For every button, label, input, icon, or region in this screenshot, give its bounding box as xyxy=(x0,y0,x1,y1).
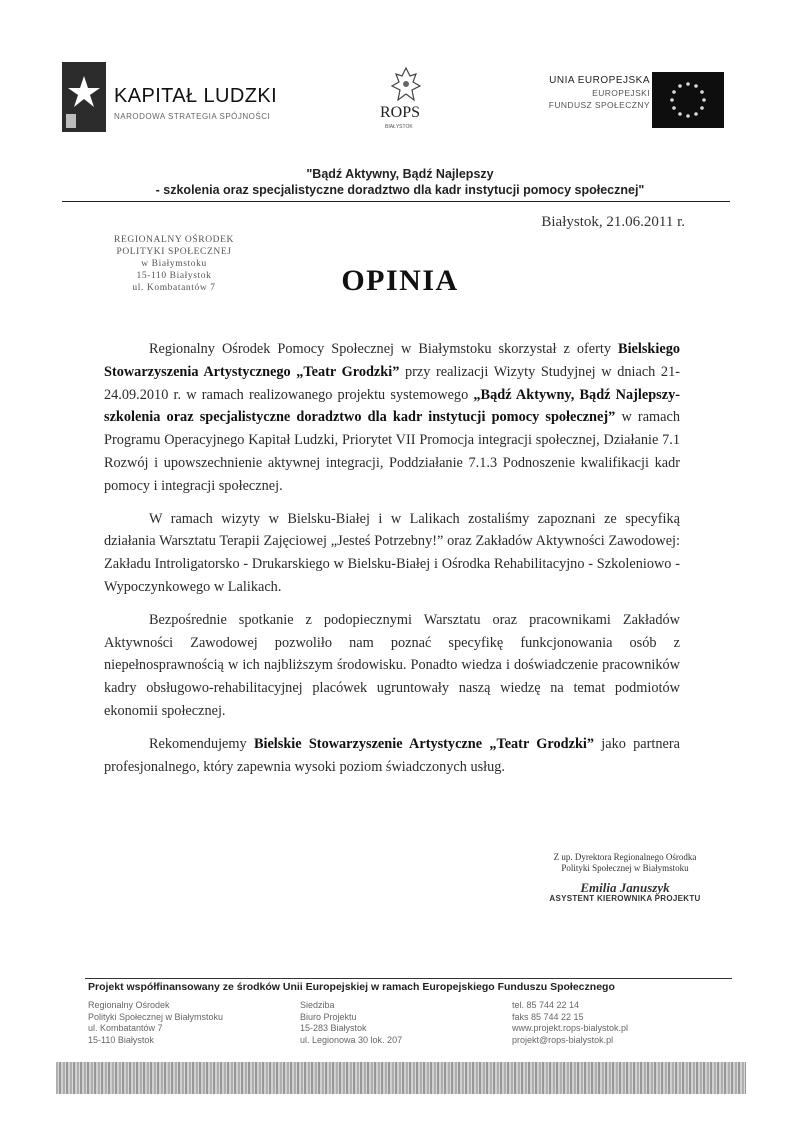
p1-text-a: Regionalny Ośrodek Pomocy Społecznej w Białymstoku skorzystał z oferty xyxy=(149,341,619,357)
document-date: Białystok, 21.06.2011 r. xyxy=(541,214,685,230)
p1-project-name: „Bądź Aktywny, Bądź Najlepszy- szkolenia oraz specjalistyczne doradztwo dla kadr instytucji pomocy społecznej” xyxy=(104,386,681,426)
footer-office-column xyxy=(300,1000,490,1046)
paragraph-2: W ramach wizyty w Bielsku-Białej i w Lalikach zostaliśmy zapoznani ze specyfiką działania Warsztatu Terapii Zajęciowej „Jesteś Potrzebny!” oraz Zakładów Aktywności Zawodowej: Zakładu Introligatorsko - Drukarskiego w Bielsku-Białej i Ośrodka Rehabilitacyjno - Szkoleniowo - Wypoczynkowego w Lalikach. xyxy=(104,510,680,595)
header-divider xyxy=(62,201,730,202)
footer-line: Regionalny Ośrodek xyxy=(88,1000,170,1010)
footer-heading: Projekt współfinansowany ze środków Unii Europejskiej w ramach Europejskiego Funduszu Społecznego xyxy=(88,981,615,993)
unia-europejska-logo-text xyxy=(530,74,650,124)
eu-flag-icon xyxy=(652,72,724,128)
p4-text-b: jako partnera profesjonalnego, który zapewnia wysoki poziom świadczonych usług. xyxy=(104,735,680,775)
footer-divider xyxy=(85,978,732,979)
p1-text-c: w ramach Programu Operacyjnego Kapitał Ludzki, Priorytet VII Promocja integracji społecznej, Działanie 7.1 Rozwój i upowszechnienie aktywnej integracji, Poddziałanie 7.1.3 Podnoszenie kwalifikacji kadr pomocy i integracji społecznej. xyxy=(104,409,680,494)
stamp-line: w Białymstoku xyxy=(141,259,207,269)
kapital-ludzki-logo xyxy=(62,62,322,134)
project-heading-line1: "Bądź Aktywny, Bądź Najlepszy xyxy=(306,167,494,181)
signature-line2: Polityki Społecznej w Białymstoku xyxy=(561,863,689,873)
p4-org-name: Bielskie Stowarzyszenie Artystyczne „Teatr Grodzki” xyxy=(253,735,595,752)
stamp-line: REGIONALNY OŚRODEK xyxy=(114,235,234,245)
rops-logo xyxy=(376,66,436,136)
p1-org-name: Bielskiego Stowarzyszenia Artystycznego „Teatr Grodzki” xyxy=(104,341,680,380)
footer-address-column xyxy=(88,1000,278,1046)
footer-line: projekt@rops-bialystok.pl xyxy=(512,1034,614,1045)
institution-stamp xyxy=(84,234,264,294)
footer-contact-column xyxy=(512,1000,712,1046)
footer-line: ul. Legionowa 30 lok. 207 xyxy=(300,1034,403,1045)
rops-subtitle: BIAŁYSTOK xyxy=(385,124,413,130)
stamp-line: ul. Kombatantów 7 xyxy=(132,283,216,293)
signatory-role: ASYSTENT KIEROWNIKA PROJEKTU xyxy=(549,894,701,903)
signature-line1: Z up. Dyrektora Regionalnego Ośrodka xyxy=(553,852,697,862)
project-heading xyxy=(100,166,700,198)
paragraph-4 xyxy=(104,733,680,779)
scan-noise-strip xyxy=(56,1062,746,1094)
footer-line: tel. 85 744 22 14 xyxy=(512,1000,580,1010)
paragraph-3: Bezpośrednie spotkanie z podopiecznymi Warsztatu oraz pracownikami Zakładów Aktywności Zawodowej pozwoliło nam poznać specyfikę funkcjonowania osób z niepełnosprawnością w ich najbliższym środowisku. Ponadto wiedza i doświadczenie pracowników kadry obsługowo-rehabilitacyjnej placówek ugruntowały naszą wiedzę na temat podmiotów ekonomii społecznej. xyxy=(104,611,680,719)
footer-line: 15-283 Białystok xyxy=(300,1023,367,1033)
signatory-name: Emilia Januszyk xyxy=(580,880,670,895)
p4-text-a: Rekomendujemy xyxy=(149,735,254,752)
p1-text-b: przy realizacji Wizyty Studyjnej w dniach 21-24.09.2010 r. w ramach realizowanego projektu systemowego xyxy=(104,363,680,403)
footer-line: www.projekt.rops-bialystok.pl xyxy=(512,1023,629,1033)
paragraph-1 xyxy=(104,338,680,498)
footer-line: 15-110 Białystok xyxy=(88,1034,154,1045)
footer-line: Polityki Społecznej w Białymstoku xyxy=(88,1011,224,1022)
project-heading-line2: - szkolenia oraz specjalistyczne doradztwo dla kadr instytucji pomocy społecznej" xyxy=(155,183,645,197)
stamp-line: 15-110 Białystok xyxy=(136,271,212,281)
kapital-ludzki-star-icon xyxy=(62,62,106,132)
signature-stamp xyxy=(530,852,720,904)
unia-title: UNIA EUROPEJSKA xyxy=(549,75,650,86)
footer-line: Siedziba xyxy=(300,1000,335,1010)
rops-label: ROPS xyxy=(380,104,421,121)
footer-line: Biuro Projektu xyxy=(300,1011,357,1022)
letter-body xyxy=(104,338,680,788)
footer-line: ul. Kombatantów 7 xyxy=(88,1023,163,1033)
rops-emblem-icon xyxy=(376,66,436,106)
kapital-ludzki-title: KAPITAŁ LUDZKI xyxy=(114,85,278,107)
unia-line3: FUNDUSZ SPOŁECZNY xyxy=(548,100,650,110)
document-title: OPINIA xyxy=(341,264,459,297)
unia-line2: EUROPEJSKI xyxy=(592,88,650,98)
footer-line: faks 85 744 22 15 xyxy=(512,1011,584,1022)
kapital-ludzki-subtitle: NARODOWA STRATEGIA SPÓJNOŚCI xyxy=(114,112,271,121)
stamp-line: POLITYKI SPOŁECZNEJ xyxy=(116,247,232,257)
